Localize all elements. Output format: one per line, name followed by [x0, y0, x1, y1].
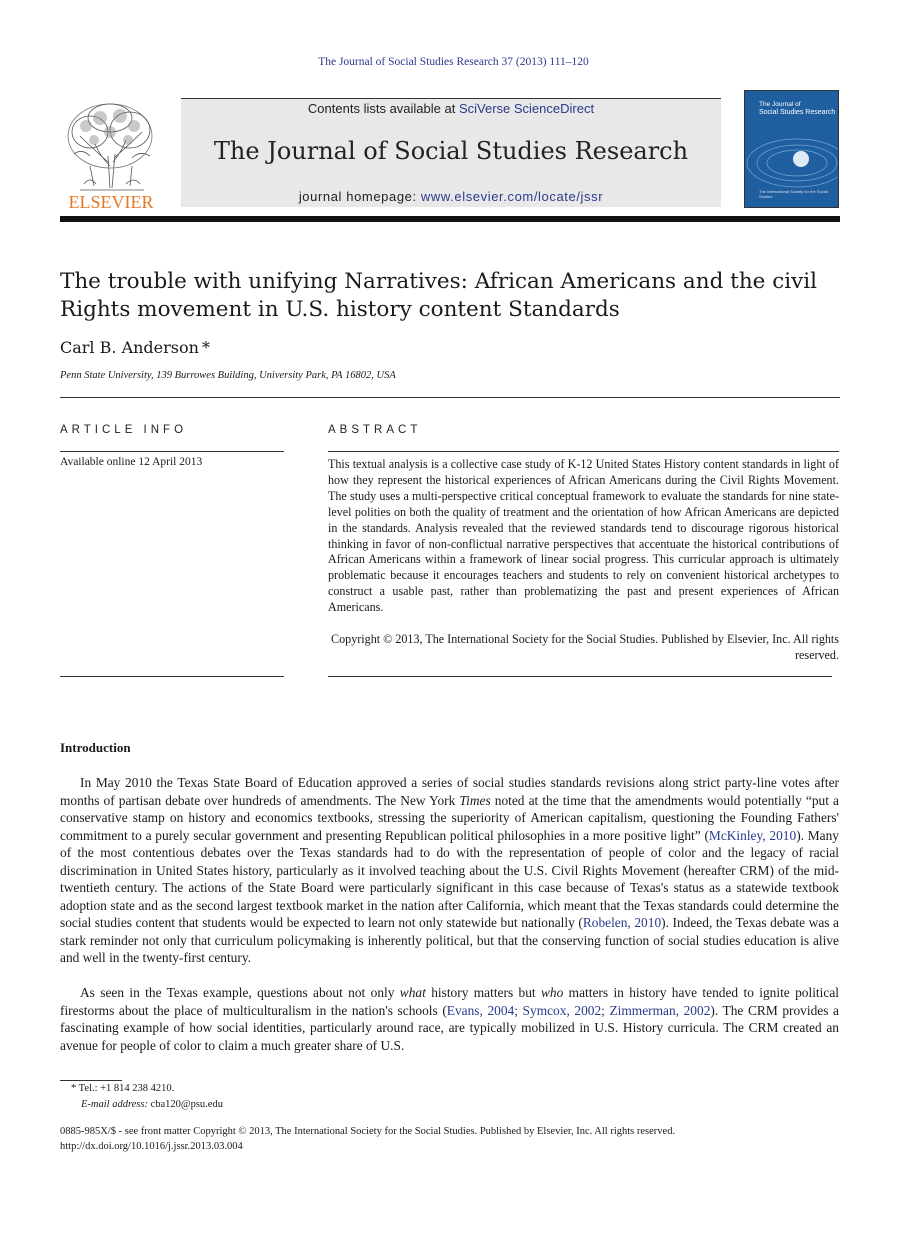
- journal-header: [60, 88, 840, 210]
- contents-line: [181, 101, 721, 116]
- journal-citation[interactable]: The Journal of Social Studies Research 37 (2013) 111–120: [318, 56, 589, 68]
- intro-paragraph-2: As seen in the Texas example, questions about not only what history matters but who matters in history have tended to ignite political firestorms about the place of multiculturalism in the nation's schools (Evans, 2004; Symcox, 2002; Zimmerman, 2002). The CRM provides a fascinating example of how social identities, particularly around race, are typically mobilized in U.S. History curricula. The CRM created an avenue for people of color to claim a much greater share of U.S.: [60, 985, 839, 1053]
- front-matter-line: 0885-985X/$ - see front matter Copyright © 2013, The International Society for the Social Studies. Published by Elsevier, Inc. All rights reserved.: [60, 1126, 676, 1137]
- cover-title: The Journal of Social Studies Research: [759, 101, 836, 116]
- publisher-wordmark: ELSEVIER: [68, 192, 154, 212]
- abstract-top-rule: [328, 451, 839, 452]
- contents-prefix: Contents lists available at: [307, 101, 459, 116]
- footnote-telephone: * Tel.: +1 814 238 4210.: [71, 1083, 175, 1094]
- header-divider: [60, 216, 840, 222]
- journal-banner: [181, 98, 721, 207]
- info-top-rule: [60, 451, 284, 452]
- available-online-date: Available online 12 April 2013: [60, 456, 203, 468]
- abstract-text: This textual analysis is a collective case study of K-12 United States History content standards in light of how they represent the historical experiences of African Americans during the Civil Rights Movement. The study uses a multi-perspective critical conceptual framework to evaluate the standards for nine state-level polities on both the quality of treatment and the orientation of how African Americans are depicted in the standards. Analysis revealed that the reviewed standards tend to discourage rigorous historical thinking in favor of non-conflictual narrative perspectives that accentuate the historical contributions of African Americans within a framework of linear social progress. This curricular approach is ultimately problematic because it encourages teachers and students to rely on convenient historical archetypes to construct a usable past, rather than problematizing the past and present experiences of African Americans.: [328, 457, 839, 615]
- footnote-email: E-mail address: cba120@psu.edu: [81, 1099, 223, 1110]
- author-name[interactable]: Carl B. Anderson: [60, 338, 199, 357]
- citation-link-evans-symcox-zimmerman[interactable]: Evans, 2004; Symcox, 2002; Zimmerman, 2002: [446, 1002, 711, 1018]
- article-title: The trouble with unifying Narratives: African Americans and the civil Rights movement in U.S. history content Standards: [60, 269, 818, 322]
- elsevier-tree-logo[interactable]: [60, 96, 162, 212]
- introduction-heading: Introduction: [60, 740, 131, 755]
- author-line: [60, 338, 210, 357]
- footnote-rule: [60, 1080, 122, 1081]
- abstract-heading: ABSTRACT: [328, 424, 422, 436]
- abstract-bottom-rule: [328, 676, 832, 677]
- corresponding-author-mark[interactable]: *: [201, 338, 210, 357]
- intro-paragraph-1: In May 2010 the Texas State Board of Education approved a series of social studies standards revisions along strict party-line votes after months of partisan debate over hundreds of amendments. The New York Times noted at the time that the amendments would potentially “put a conservative stamp on history and economics textbooks, stressing the superiority of American capitalism, questioning the Founding Fathers' commitment to a purely secular government and presenting Republican political philosophies in a more positive light” (McKinley, 2010). Many of the most contentious debates over the Texas standards had to do with the representation of people of color and the legacy of racial discrimination in United States history, particularly as it involved teaching about the U.S. Civil Rights Movement (hereafter CRM) of the mid-twentieth century. The actions of the State Board were particularly significant in this case because of Texas's status as a statewide textbook adoption state and as the second largest textbook market in the nation after California, which meant that the Texas standards could determine the social studies content that students would be expected to learn not only statewide but nationally (Robelen, 2010). Indeed, the Texas debate was a stark reminder not only that curriculum policymaking is inherently political, but that the conserving function of social studies education is alive and well in the twenty-first century.: [60, 775, 839, 965]
- title-divider: [60, 397, 840, 398]
- homepage-line: [181, 189, 721, 204]
- article-info-heading: ARTICLE INFO: [60, 424, 188, 436]
- journal-title: The Journal of Social Studies Research: [213, 137, 689, 165]
- homepage-link[interactable]: www.elsevier.com/locate/jssr: [420, 189, 604, 204]
- journal-cover-thumbnail[interactable]: [744, 90, 839, 208]
- sciencedirect-link[interactable]: SciVerse ScienceDirect: [458, 101, 595, 116]
- email-address[interactable]: cba120@psu.edu: [147, 1099, 223, 1110]
- info-bottom-rule: [60, 676, 284, 677]
- author-affiliation: Penn State University, 139 Burrowes Building, University Park, PA 16802, USA: [60, 370, 396, 381]
- citation-link-mckinley[interactable]: McKinley, 2010: [708, 827, 797, 843]
- citation-link-robelen[interactable]: Robelen, 2010: [582, 915, 662, 930]
- abstract-copyright: Copyright © 2013, The International Society for the Social Studies. Published by Elsevier, Inc. All rights reserved.: [331, 632, 839, 662]
- cover-footer: The International Society for the Social Studies: [759, 189, 828, 199]
- homepage-prefix: journal homepage:: [298, 189, 421, 204]
- doi-link[interactable]: http://dx.doi.org/10.1016/j.jssr.2013.03.004: [60, 1141, 243, 1152]
